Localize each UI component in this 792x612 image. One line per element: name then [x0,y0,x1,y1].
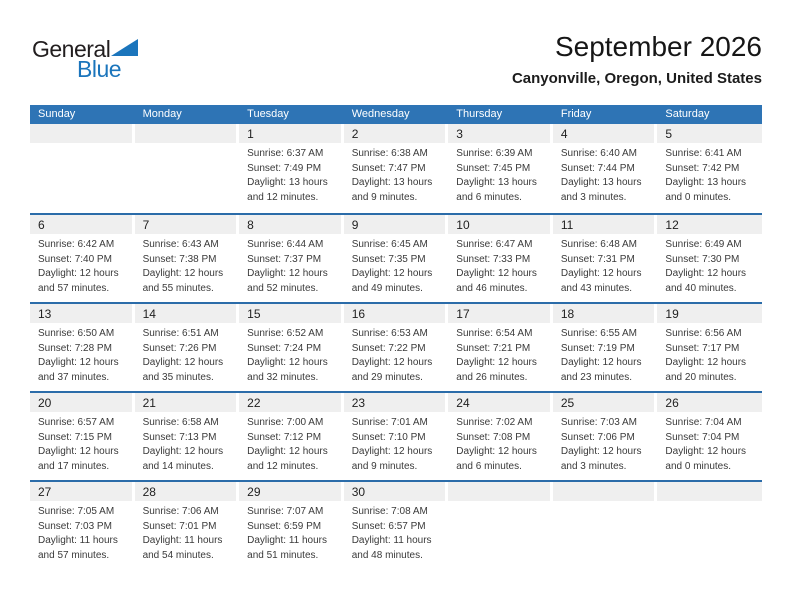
daylight-text: Daylight: 12 hours and 52 minutes. [247,268,328,294]
calendar-empty-cell [135,124,240,213]
sunrise-text: Sunrise: 6:48 AM [560,239,637,250]
calendar-day-cell [448,215,553,302]
sunset-text: Sunset: 7:37 PM [247,253,322,265]
day-details [30,501,135,563]
page-subtitle: Canyonville, Oregon, United States [511,70,762,87]
day-number-band: 6 [30,215,132,234]
daylight-text: Daylight: 12 hours and 32 minutes. [247,357,328,383]
day-details [239,501,344,563]
sunrise-text: Sunrise: 7:03 AM [560,417,637,428]
daylight-text: Daylight: 12 hours and 6 minutes. [456,446,537,472]
daylight-text: Daylight: 12 hours and 12 minutes. [247,446,328,472]
day-number-band: 21 [135,393,237,412]
sunrise-text: Sunrise: 6:52 AM [247,328,324,339]
week-row [30,391,762,480]
day-number-band: 17 [448,304,550,323]
sunset-text: Sunset: 7:33 PM [456,253,531,265]
day-number-band: 30 [344,482,446,501]
sunset-text: Sunset: 7:22 PM [351,342,426,354]
daylight-text: Daylight: 12 hours and 23 minutes. [560,357,642,383]
day-number-band: 24 [448,393,550,412]
sunrise-text: Sunrise: 6:57 AM [38,417,115,428]
daylight-text: Daylight: 13 hours and 12 minutes. [247,177,328,203]
day-details [239,323,344,385]
day-details [553,234,658,296]
sunset-text: Sunset: 6:57 PM [351,520,426,532]
sunrise-text: Sunrise: 7:04 AM [665,417,742,428]
calendar-day-cell [344,215,449,302]
week-row [30,302,762,391]
day-details [135,323,240,385]
calendar-day-cell [657,393,762,480]
day-number-band: 28 [135,482,237,501]
day-number-band [30,124,132,143]
sunrise-text: Sunrise: 7:08 AM [351,506,428,517]
sunrise-text: Sunrise: 6:44 AM [247,239,324,250]
weekday-header-friday: Friday [560,108,592,120]
general-blue-logo [32,36,138,82]
weekday-header-monday: Monday [142,108,182,120]
calendar-day-cell [30,304,135,391]
daylight-text: Daylight: 11 hours and 57 minutes. [38,535,118,561]
daylight-text: Daylight: 12 hours and 57 minutes. [38,268,119,294]
daylight-text: Daylight: 11 hours and 48 minutes. [351,535,432,561]
calendar-grid [30,105,762,569]
sunrise-text: Sunrise: 6:55 AM [560,328,637,339]
sunset-text: Sunset: 7:49 PM [247,162,322,174]
sunrise-text: Sunrise: 6:41 AM [665,148,742,159]
day-details [344,501,449,563]
day-details [30,323,135,385]
day-details [657,323,762,385]
daylight-text: Daylight: 13 hours and 3 minutes. [560,177,642,203]
day-number-band [657,482,762,501]
weekday-header-thursday: Thursday [456,108,503,120]
daylight-text: Daylight: 12 hours and 55 minutes. [142,268,224,294]
day-details [344,412,449,474]
daylight-text: Daylight: 13 hours and 6 minutes. [456,177,537,203]
calendar-day-cell [657,215,762,302]
daylight-text: Daylight: 12 hours and 9 minutes. [351,446,433,472]
sunset-text: Sunset: 7:42 PM [665,162,740,174]
calendar-day-cell [239,482,344,569]
sunrise-text: Sunrise: 7:07 AM [247,506,324,517]
calendar-day-cell [448,393,553,480]
sunrise-text: Sunrise: 7:00 AM [247,417,324,428]
day-details [448,412,553,474]
calendar-empty-cell [657,482,762,569]
logo-text-blue: Blue [77,56,122,82]
day-details [553,323,658,385]
day-number-band: 22 [239,393,341,412]
daylight-text: Daylight: 12 hours and 17 minutes. [38,446,119,472]
sunset-text: Sunset: 7:45 PM [456,162,531,174]
sunrise-text: Sunrise: 6:37 AM [247,148,324,159]
daylight-text: Daylight: 12 hours and 14 minutes. [142,446,224,472]
weekday-header-row [30,105,762,124]
sunset-text: Sunset: 7:06 PM [560,431,635,443]
daylight-text: Daylight: 12 hours and 29 minutes. [351,357,433,383]
calendar-day-cell [239,124,344,213]
week-row [30,213,762,302]
sunrise-text: Sunrise: 7:01 AM [351,417,428,428]
calendar-day-cell [553,304,658,391]
calendar-day-cell [553,393,658,480]
calendar-day-cell [135,482,240,569]
calendar-day-cell [344,393,449,480]
calendar-day-cell [448,304,553,391]
sunrise-text: Sunrise: 6:51 AM [142,328,219,339]
day-details [135,412,240,474]
sunset-text: Sunset: 7:26 PM [142,342,217,354]
sunset-text: Sunset: 6:59 PM [247,520,322,532]
daylight-text: Daylight: 12 hours and 43 minutes. [560,268,642,294]
sunset-text: Sunset: 7:30 PM [665,253,740,265]
weekday-header-saturday: Saturday [665,108,710,120]
sunset-text: Sunset: 7:10 PM [351,431,426,443]
day-number-band: 29 [239,482,341,501]
sunrise-text: Sunrise: 6:58 AM [142,417,219,428]
logo-text-general: General [32,36,111,62]
sunrise-text: Sunrise: 7:05 AM [38,506,115,517]
daylight-text: Daylight: 12 hours and 3 minutes. [560,446,642,472]
sunrise-text: Sunrise: 6:43 AM [142,239,219,250]
day-number-band: 1 [239,124,341,143]
daylight-text: Daylight: 12 hours and 26 minutes. [456,357,537,383]
day-number-band: 10 [448,215,550,234]
calendar-day-cell [30,482,135,569]
sunrise-text: Sunrise: 7:06 AM [142,506,219,517]
day-number-band: 20 [30,393,132,412]
sunset-text: Sunset: 7:28 PM [38,342,112,354]
sunrise-text: Sunrise: 7:02 AM [456,417,533,428]
day-number-band [135,124,237,143]
daylight-text: Daylight: 13 hours and 9 minutes. [351,177,433,203]
calendar-day-cell [344,304,449,391]
sunset-text: Sunset: 7:38 PM [142,253,217,265]
daylight-text: Daylight: 12 hours and 49 minutes. [351,268,433,294]
weekday-header-tuesday: Tuesday [247,108,289,120]
calendar-day-cell [239,304,344,391]
sunset-text: Sunset: 7:17 PM [665,342,740,354]
sunset-text: Sunset: 7:44 PM [560,162,635,174]
calendar-day-cell [344,482,449,569]
sunrise-text: Sunrise: 6:47 AM [456,239,533,250]
day-number-band: 2 [344,124,446,143]
day-number-band: 18 [553,304,655,323]
day-details [448,323,553,385]
week-row [30,480,762,569]
weeks-container [30,124,762,569]
day-details [344,323,449,385]
day-details [657,234,762,296]
daylight-text: Daylight: 12 hours and 37 minutes. [38,357,119,383]
weekday-header-wednesday: Wednesday [351,108,410,120]
week-row [30,124,762,213]
day-number-band: 26 [657,393,762,412]
sunset-text: Sunset: 7:47 PM [351,162,426,174]
calendar-day-cell [239,215,344,302]
calendar-day-cell [448,124,553,213]
sunset-text: Sunset: 7:12 PM [247,431,322,443]
calendar-day-cell [657,304,762,391]
day-details [553,412,658,474]
daylight-text: Daylight: 12 hours and 40 minutes. [665,268,747,294]
calendar-day-cell [30,215,135,302]
calendar-day-cell [30,393,135,480]
day-number-band: 15 [239,304,341,323]
day-details [553,143,658,205]
calendar-day-cell [344,124,449,213]
daylight-text: Daylight: 12 hours and 20 minutes. [665,357,747,383]
weekday-header-sunday: Sunday [38,108,76,120]
day-details [657,143,762,205]
daylight-text: Daylight: 12 hours and 35 minutes. [142,357,224,383]
day-number-band: 16 [344,304,446,323]
calendar-day-cell [135,215,240,302]
day-details [344,234,449,296]
day-number-band [553,482,655,501]
sunrise-text: Sunrise: 6:53 AM [351,328,428,339]
sunrise-text: Sunrise: 6:38 AM [351,148,428,159]
day-number-band: 25 [553,393,655,412]
sunset-text: Sunset: 7:21 PM [456,342,531,354]
sunset-text: Sunset: 7:13 PM [142,431,217,443]
calendar-empty-cell [448,482,553,569]
sunset-text: Sunset: 7:24 PM [247,342,322,354]
sunset-text: Sunset: 7:19 PM [560,342,635,354]
daylight-text: Daylight: 13 hours and 0 minutes. [665,177,747,203]
header-titles [512,30,762,87]
daylight-text: Daylight: 12 hours and 46 minutes. [456,268,537,294]
day-details [30,234,135,296]
sunrise-text: Sunrise: 6:39 AM [456,148,533,159]
sunset-text: Sunset: 7:08 PM [456,431,531,443]
daylight-text: Daylight: 11 hours and 51 minutes. [247,535,327,561]
page-title: September 2026 [554,31,762,62]
day-number-band: 12 [657,215,762,234]
day-number-band: 23 [344,393,446,412]
calendar-day-cell [657,124,762,213]
sunset-text: Sunset: 7:35 PM [351,253,426,265]
day-details [448,234,553,296]
daylight-text: Daylight: 11 hours and 54 minutes. [142,535,223,561]
sunrise-text: Sunrise: 6:50 AM [38,328,115,339]
day-number-band: 19 [657,304,762,323]
sunset-text: Sunset: 7:01 PM [142,520,217,532]
day-number-band: 27 [30,482,132,501]
sunset-text: Sunset: 7:40 PM [38,253,112,265]
day-details [30,412,135,474]
day-details [135,234,240,296]
sunrise-text: Sunrise: 6:40 AM [560,148,637,159]
sunrise-text: Sunrise: 6:54 AM [456,328,533,339]
day-number-band: 14 [135,304,237,323]
sunrise-text: Sunrise: 6:49 AM [665,239,742,250]
day-number-band: 13 [30,304,132,323]
day-number-band: 11 [553,215,655,234]
day-details [657,412,762,474]
calendar-day-cell [553,215,658,302]
calendar-empty-cell [30,124,135,213]
day-number-band: 8 [239,215,341,234]
day-number-band: 7 [135,215,237,234]
sunset-text: Sunset: 7:03 PM [38,520,112,532]
sunset-text: Sunset: 7:31 PM [560,253,635,265]
day-number-band: 5 [657,124,762,143]
calendar-day-cell [135,304,240,391]
day-number-band [448,482,550,501]
calendar-empty-cell [553,482,658,569]
day-details [239,234,344,296]
sunrise-text: Sunrise: 6:56 AM [665,328,742,339]
calendar-day-cell [239,393,344,480]
sunset-text: Sunset: 7:04 PM [665,431,740,443]
day-details [239,143,344,205]
day-number-band: 3 [448,124,550,143]
calendar-day-cell [135,393,240,480]
sunrise-text: Sunrise: 6:42 AM [38,239,115,250]
sunset-text: Sunset: 7:15 PM [38,431,112,443]
day-details [448,143,553,205]
day-details [135,501,240,563]
day-number-band: 9 [344,215,446,234]
day-number-band: 4 [553,124,655,143]
calendar-day-cell [553,124,658,213]
day-details [344,143,449,205]
day-details [239,412,344,474]
daylight-text: Daylight: 12 hours and 0 minutes. [665,446,747,472]
sunrise-text: Sunrise: 6:45 AM [351,239,428,250]
